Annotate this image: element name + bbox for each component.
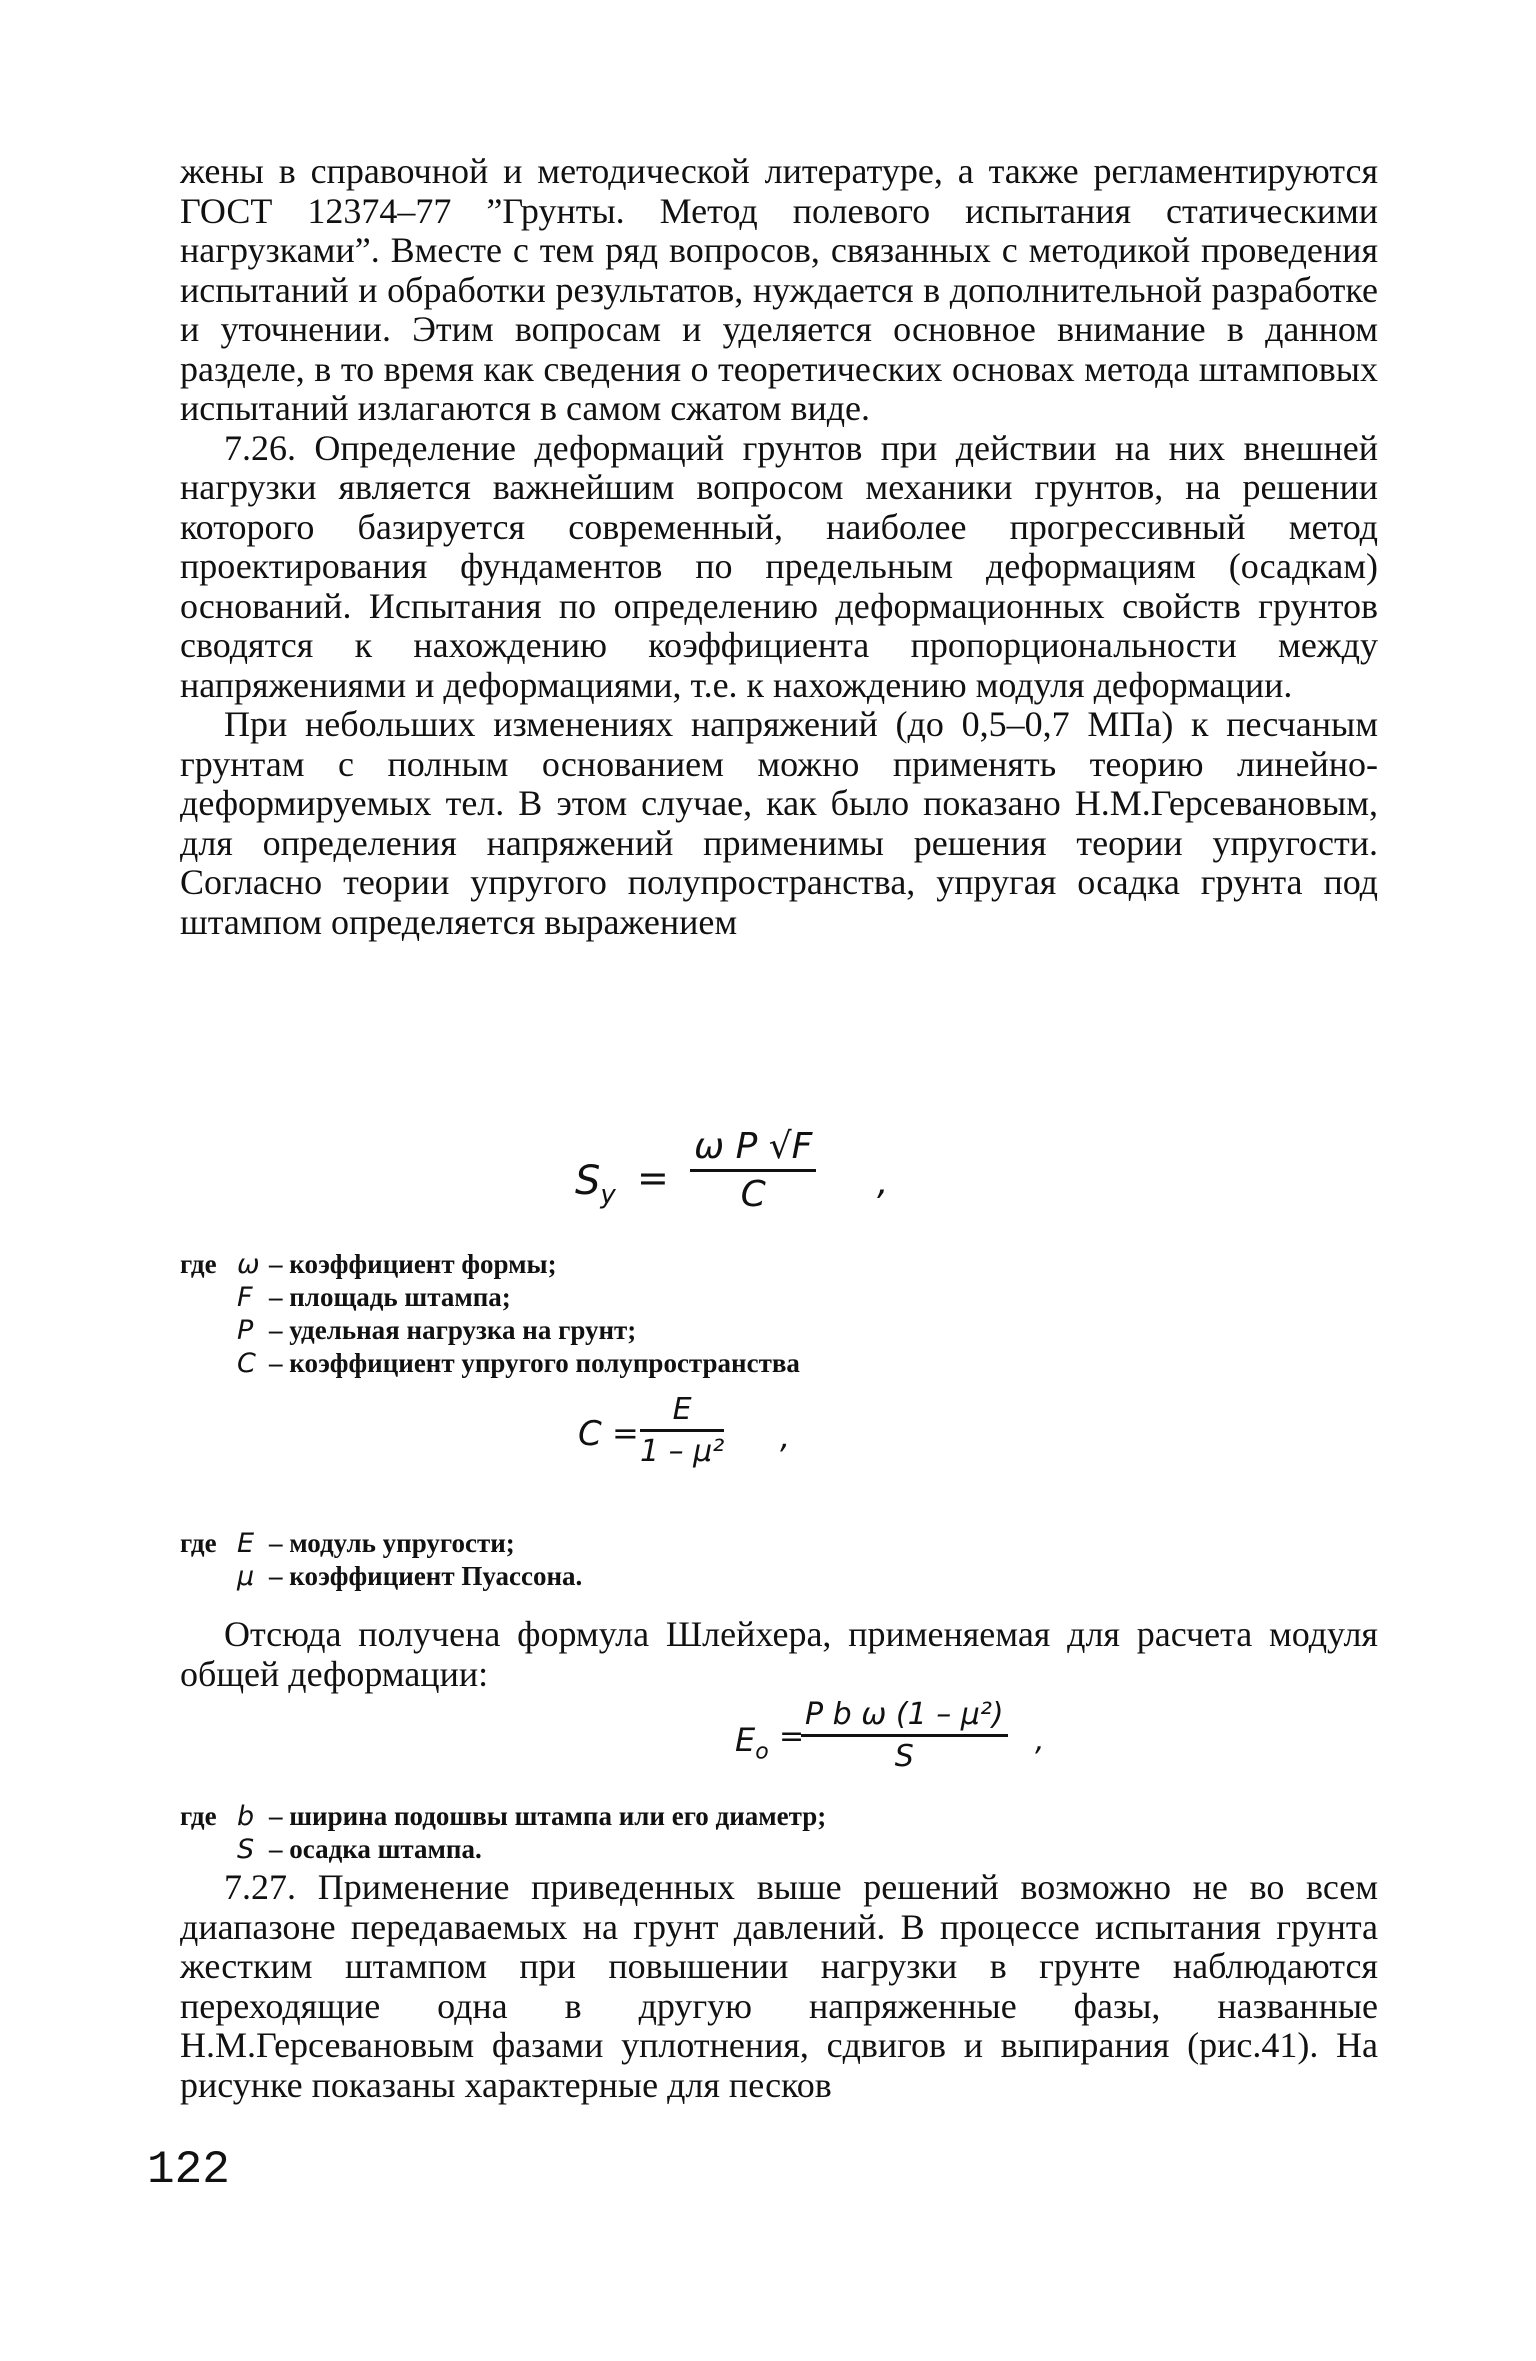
formula-modulus-c-lhs: C: [578, 1414, 602, 1454]
text-block-bottom: [180, 1868, 1378, 2105]
legend-row: S – осадка штампа.: [237, 1834, 482, 1865]
formula-settlement-fraction: [690, 1126, 816, 1215]
paragraph-intro: жены в справочной и методической литературе, а также регламентируются ГОСТ 12374–77 ”Грунты. Метод полевого испытания статическими нагрузками”. Вместе с тем ряд вопросов, связанных с методикой проведения испытаний и обработки результатов, нуждается в дополнительной разработке и уточнении. Этим вопросам и уделяется основное внимание в данном разделе, в то время как сведения о теоретических основах метода штамповых испытаний излагаются в самом сжатом виде.: [180, 151, 1378, 428]
formula-settlement: [575, 1120, 935, 1230]
page-number: 122: [147, 2144, 230, 2196]
formula-modulus-c-comma: ,: [780, 1418, 791, 1456]
formula-modulus-c-equals: =: [612, 1414, 639, 1452]
formula-schleicher-numerator: P b ω (1 – μ²): [801, 1697, 1008, 1737]
legend-row: где ω – коэффициент формы;: [180, 1249, 557, 1280]
formula-modulus-c-denominator: 1 – μ²: [640, 1434, 725, 1469]
legend-row: μ – коэффициент Пуассона.: [237, 1561, 583, 1592]
legend-modulus: [180, 1527, 582, 1593]
legend-schleicher: [180, 1800, 826, 1866]
formula-settlement-lhs: $S_y$: [575, 1158, 616, 1210]
legend-settlement: [180, 1248, 800, 1380]
paragraph-7-26: 7.26. Определение деформаций грунтов при действии на них внешней нагрузки является важнейшим вопросом механики грунтов, на решении которого базируется современный, наиболее прогрессивный метод проектирования фундаментов по предельным деформациям (осадкам) оснований. Испытания по определению деформационных свойств грунтов сводятся к нахождению коэффициента пропорциональности между напряжениями и деформациями, т.е. к нахождению модуля деформации.: [180, 427, 1378, 705]
formula-schleicher-lhs: $E_o$: [735, 1721, 769, 1765]
formula-settlement-equals: =: [637, 1156, 669, 1200]
paragraph-schleicher: Отсюда получена формула Шлейхера, применяемая для расчета модуля общей деформации:: [180, 1614, 1378, 1694]
legend-row: P – удельная нагрузка на грунт;: [237, 1315, 637, 1346]
paragraph-small-stress: При небольших изменениях напряжений (до 0,5–0,7 МПа) к песчаным грунтам с полным основанием можно применять теорию линейно-деформируемых тел. В этом случае, как было показано Н.М.Герсевановым, для определения напряжений применимы решения теории упругости. Согласно теории упругого полупространства, упругая осадка грунта под штампом определяется выражением: [180, 704, 1378, 942]
formula-settlement-denominator: C: [740, 1174, 766, 1215]
text-block-top: [180, 152, 1378, 942]
formula-schleicher: [735, 1697, 1065, 1787]
formula-schleicher-denominator: S: [894, 1739, 914, 1774]
formula-schleicher-fraction: [801, 1697, 1008, 1774]
formula-modulus-c: [578, 1392, 838, 1482]
legend-row: C – коэффициент упругого полупространства: [237, 1348, 800, 1379]
formula-settlement-numerator: ω P √F: [690, 1126, 816, 1172]
legend-row: F – площадь штампа;: [237, 1282, 511, 1313]
formula-settlement-comma: ,: [877, 1162, 889, 1203]
formula-schleicher-comma: ,: [1035, 1723, 1045, 1758]
legend-row: где b – ширина подошвы штампа или его диаметр;: [180, 1801, 827, 1832]
formula-modulus-c-fraction: [640, 1392, 724, 1469]
text-block-schleicher: [180, 1615, 1378, 1694]
legend-row: где E – модуль упругости;: [180, 1528, 515, 1559]
paragraph-7-27: 7.27. Применение приведенных выше решений возможно не во всем диапазоне передаваемых на грунт давлений. В процессе испытания грунта жестким штампом при повышении нагрузки в грунте наблюдаются переходящие одна в другую напряженные фазы, названные Н.М.Герсевановым фазами уплотнения, сдвигов и выпирания (рис.41). На рисунке показаны характерные для песков: [180, 1867, 1378, 2105]
formula-modulus-c-numerator: E: [640, 1392, 724, 1432]
formula-schleicher-equals: =: [779, 1719, 805, 1754]
